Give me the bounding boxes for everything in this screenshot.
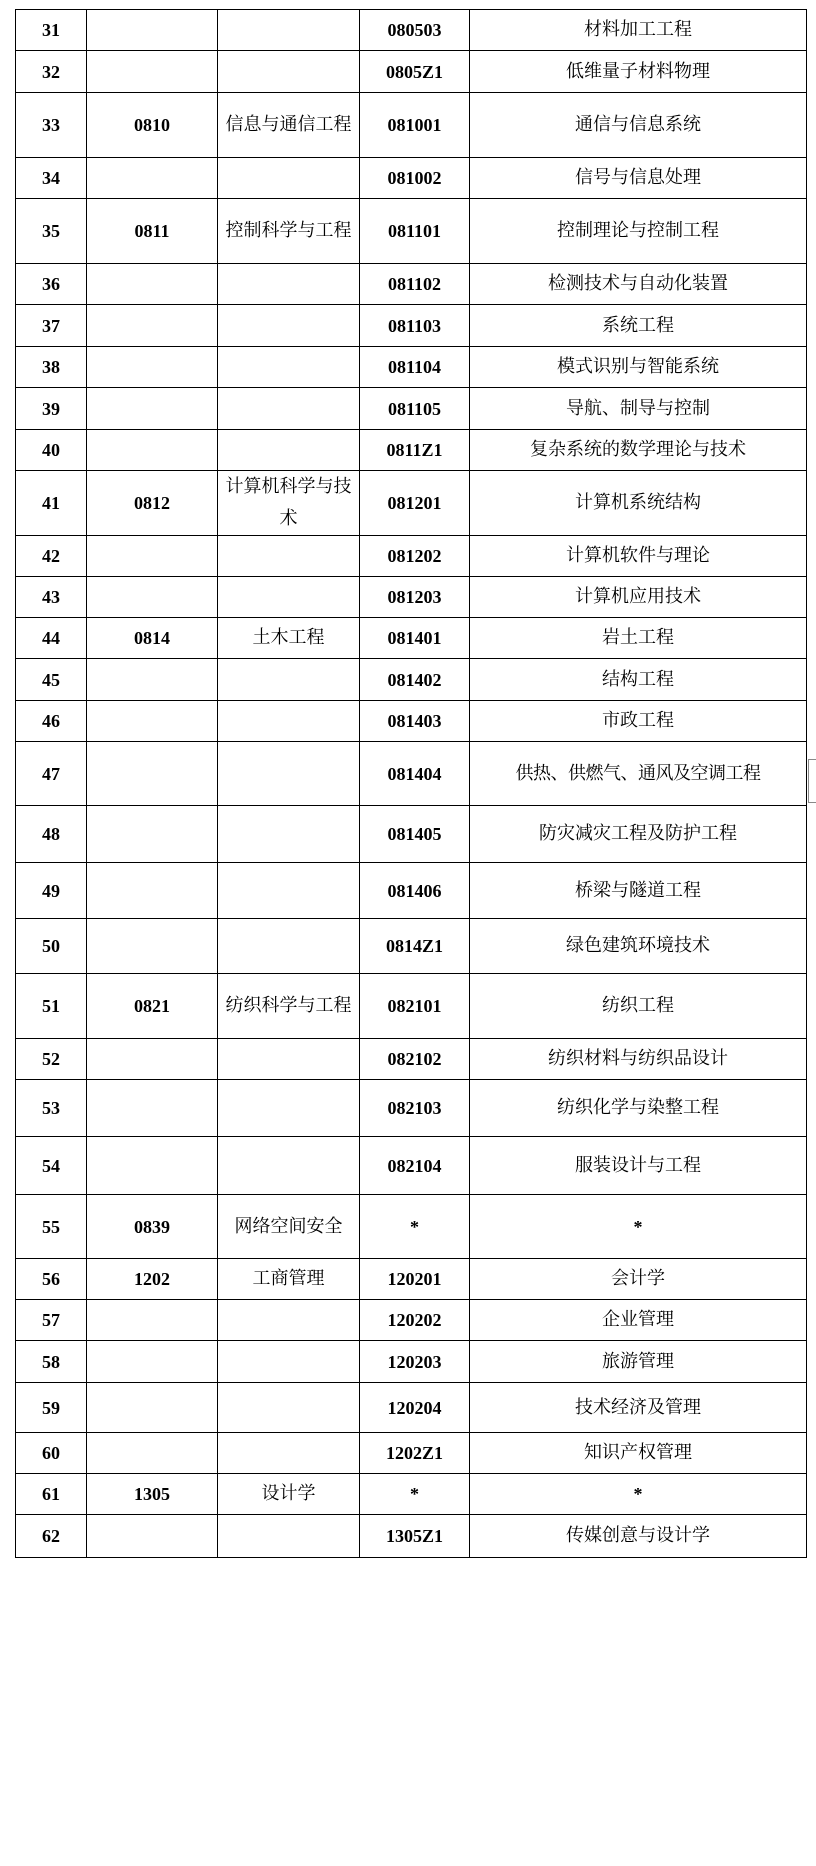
discipline-code-cell: 081102 (360, 264, 470, 305)
discipline-name-cell: 结构工程 (470, 659, 807, 701)
discipline-name-cell: 复杂系统的数学理论与技术 (470, 430, 807, 471)
first-level-name-cell (218, 577, 360, 618)
first-level-code-cell: 0839 (87, 1195, 218, 1259)
seq-cell: 44 (16, 618, 87, 659)
first-level-name-cell: 控制科学与工程 (218, 199, 360, 264)
table-row (16, 10, 807, 51)
discipline-name-cell: 服装设计与工程 (470, 1137, 807, 1195)
first-level-code-cell: 1305 (87, 1474, 218, 1515)
discipline-code-cell: 120201 (360, 1259, 470, 1300)
first-level-code-cell (87, 264, 218, 305)
table-row (16, 388, 807, 430)
discipline-code-cell: 120204 (360, 1383, 470, 1433)
discipline-code-cell: 120203 (360, 1341, 470, 1383)
table-row (16, 1300, 807, 1341)
discipline-name-cell: 计算机系统结构 (470, 471, 807, 536)
discipline-code-cell: 1202Z1 (360, 1433, 470, 1474)
discipline-name-cell: 旅游管理 (470, 1341, 807, 1383)
first-level-name-cell: 计算机科学与技术 (218, 471, 360, 536)
seq-cell: 43 (16, 577, 87, 618)
first-level-code-cell: 0810 (87, 93, 218, 158)
table-row (16, 430, 807, 471)
seq-cell: 57 (16, 1300, 87, 1341)
seq-cell: 53 (16, 1080, 87, 1137)
seq-cell: 45 (16, 659, 87, 701)
discipline-code-cell: 082101 (360, 974, 470, 1039)
first-level-name-cell: 土木工程 (218, 618, 360, 659)
discipline-name-cell: 检测技术与自动化装置 (470, 264, 807, 305)
table-row (16, 1341, 807, 1383)
discipline-code-cell: * (360, 1195, 470, 1259)
discipline-code-cell: 081104 (360, 347, 470, 388)
seq-cell: 40 (16, 430, 87, 471)
discipline-name-cell: 计算机应用技术 (470, 577, 807, 618)
first-level-code-cell (87, 1515, 218, 1558)
seq-cell: 62 (16, 1515, 87, 1558)
first-level-name-cell (218, 347, 360, 388)
first-level-name-cell (218, 1039, 360, 1080)
seq-cell: 37 (16, 305, 87, 347)
seq-cell: 61 (16, 1474, 87, 1515)
first-level-name-cell (218, 659, 360, 701)
seq-cell: 54 (16, 1137, 87, 1195)
table-row (16, 701, 807, 742)
discipline-code-cell: 081402 (360, 659, 470, 701)
discipline-name-cell: 信号与信息处理 (470, 158, 807, 199)
first-level-code-cell: 0814 (87, 618, 218, 659)
first-level-name-cell (218, 430, 360, 471)
table-row (16, 347, 807, 388)
first-level-code-cell (87, 863, 218, 919)
first-level-code-cell: 0812 (87, 471, 218, 536)
discipline-name-cell: 企业管理 (470, 1300, 807, 1341)
discipline-code-cell: 081202 (360, 536, 470, 577)
page-edge-marker (808, 759, 816, 803)
first-level-name-cell (218, 1300, 360, 1341)
first-level-name-cell: 纺织科学与工程 (218, 974, 360, 1039)
discipline-code-cell: 0814Z1 (360, 919, 470, 974)
first-level-code-cell (87, 701, 218, 742)
discipline-code-cell: 081406 (360, 863, 470, 919)
first-level-code-cell (87, 158, 218, 199)
discipline-code-cell: * (360, 1474, 470, 1515)
first-level-code-cell (87, 919, 218, 974)
seq-cell: 49 (16, 863, 87, 919)
discipline-code-cell: 081002 (360, 158, 470, 199)
first-level-name-cell (218, 742, 360, 806)
first-level-code-cell (87, 430, 218, 471)
first-level-name-cell (218, 701, 360, 742)
discipline-code-cell: 081404 (360, 742, 470, 806)
first-level-name-cell (218, 305, 360, 347)
table-row (16, 51, 807, 93)
discipline-name-cell: 防灾减灾工程及防护工程 (470, 806, 807, 863)
discipline-code-cell: 082102 (360, 1039, 470, 1080)
discipline-code-cell: 081103 (360, 305, 470, 347)
seq-cell: 42 (16, 536, 87, 577)
discipline-code-cell: 0811Z1 (360, 430, 470, 471)
first-level-name-cell: 设计学 (218, 1474, 360, 1515)
discipline-name-cell: 桥梁与隧道工程 (470, 863, 807, 919)
table-row (16, 659, 807, 701)
first-level-code-cell (87, 51, 218, 93)
first-level-code-cell (87, 742, 218, 806)
discipline-code-cell: 082104 (360, 1137, 470, 1195)
discipline-code-cell: 081201 (360, 471, 470, 536)
discipline-table (15, 9, 807, 1558)
first-level-code-cell (87, 1300, 218, 1341)
seq-cell: 38 (16, 347, 87, 388)
table-row (16, 536, 807, 577)
seq-cell: 39 (16, 388, 87, 430)
seq-cell: 36 (16, 264, 87, 305)
table-row (16, 974, 807, 1039)
first-level-code-cell (87, 1039, 218, 1080)
discipline-code-cell: 081405 (360, 806, 470, 863)
discipline-name-cell: 系统工程 (470, 305, 807, 347)
table-row (16, 742, 807, 806)
discipline-code-cell: 081001 (360, 93, 470, 158)
discipline-name-cell: 传媒创意与设计学 (470, 1515, 807, 1558)
discipline-name-cell: 岩土工程 (470, 618, 807, 659)
discipline-code-cell: 081101 (360, 199, 470, 264)
discipline-code-cell: 081403 (360, 701, 470, 742)
table-row (16, 199, 807, 264)
table-row (16, 863, 807, 919)
seq-cell: 51 (16, 974, 87, 1039)
seq-cell: 46 (16, 701, 87, 742)
seq-cell: 60 (16, 1433, 87, 1474)
discipline-name-cell: 计算机软件与理论 (470, 536, 807, 577)
discipline-name-cell: 供热、供燃气、通风及空调工程 (470, 742, 807, 806)
table-row (16, 305, 807, 347)
discipline-name-cell: 市政工程 (470, 701, 807, 742)
first-level-code-cell (87, 536, 218, 577)
first-level-code-cell (87, 347, 218, 388)
table-row (16, 1515, 807, 1558)
first-level-code-cell (87, 806, 218, 863)
table-row (16, 806, 807, 863)
table-row (16, 919, 807, 974)
first-level-name-cell (218, 1080, 360, 1137)
discipline-code-cell: 1305Z1 (360, 1515, 470, 1558)
first-level-code-cell (87, 388, 218, 430)
table-row (16, 1137, 807, 1195)
discipline-name-cell: 纺织材料与纺织品设计 (470, 1039, 807, 1080)
discipline-code-cell: 082103 (360, 1080, 470, 1137)
seq-cell: 55 (16, 1195, 87, 1259)
first-level-name-cell: 工商管理 (218, 1259, 360, 1300)
first-level-code-cell: 0821 (87, 974, 218, 1039)
first-level-name-cell (218, 1341, 360, 1383)
discipline-name-cell: 通信与信息系统 (470, 93, 807, 158)
first-level-code-cell (87, 659, 218, 701)
seq-cell: 34 (16, 158, 87, 199)
table-row (16, 158, 807, 199)
discipline-name-cell: 纺织工程 (470, 974, 807, 1039)
seq-cell: 35 (16, 199, 87, 264)
discipline-name-cell: * (470, 1474, 807, 1515)
first-level-code-cell (87, 1341, 218, 1383)
table-row (16, 264, 807, 305)
table-row (16, 471, 807, 536)
discipline-name-cell: 技术经济及管理 (470, 1383, 807, 1433)
first-level-name-cell (218, 806, 360, 863)
first-level-code-cell (87, 577, 218, 618)
first-level-name-cell (218, 158, 360, 199)
table-row (16, 1474, 807, 1515)
discipline-name-cell: 控制理论与控制工程 (470, 199, 807, 264)
first-level-name-cell (218, 1433, 360, 1474)
discipline-name-cell: * (470, 1195, 807, 1259)
first-level-code-cell (87, 305, 218, 347)
first-level-name-cell: 网络空间安全 (218, 1195, 360, 1259)
first-level-code-cell (87, 10, 218, 51)
first-level-name-cell (218, 264, 360, 305)
seq-cell: 32 (16, 51, 87, 93)
discipline-name-cell: 会计学 (470, 1259, 807, 1300)
seq-cell: 50 (16, 919, 87, 974)
seq-cell: 56 (16, 1259, 87, 1300)
discipline-name-cell: 低维量子材料物理 (470, 51, 807, 93)
table-row (16, 1039, 807, 1080)
first-level-name-cell (218, 51, 360, 93)
seq-cell: 59 (16, 1383, 87, 1433)
discipline-code-cell: 120202 (360, 1300, 470, 1341)
table-row (16, 1080, 807, 1137)
first-level-name-cell (218, 10, 360, 51)
first-level-code-cell: 0811 (87, 199, 218, 264)
seq-cell: 48 (16, 806, 87, 863)
discipline-name-cell: 知识产权管理 (470, 1433, 807, 1474)
first-level-name-cell (218, 388, 360, 430)
first-level-name-cell (218, 919, 360, 974)
table-row (16, 1259, 807, 1300)
first-level-name-cell (218, 1515, 360, 1558)
first-level-name-cell (218, 536, 360, 577)
discipline-code-cell: 081203 (360, 577, 470, 618)
table-row (16, 1195, 807, 1259)
seq-cell: 52 (16, 1039, 87, 1080)
table-row (16, 618, 807, 659)
seq-cell: 41 (16, 471, 87, 536)
table-row (16, 1433, 807, 1474)
discipline-code-cell: 0805Z1 (360, 51, 470, 93)
discipline-name-cell: 纺织化学与染整工程 (470, 1080, 807, 1137)
discipline-code-cell: 081105 (360, 388, 470, 430)
first-level-code-cell (87, 1080, 218, 1137)
first-level-name-cell (218, 863, 360, 919)
table-row (16, 1383, 807, 1433)
discipline-name-cell: 绿色建筑环境技术 (470, 919, 807, 974)
discipline-code-cell: 080503 (360, 10, 470, 51)
first-level-code-cell (87, 1433, 218, 1474)
first-level-name-cell (218, 1383, 360, 1433)
discipline-name-cell: 导航、制导与控制 (470, 388, 807, 430)
first-level-name-cell: 信息与通信工程 (218, 93, 360, 158)
first-level-code-cell (87, 1383, 218, 1433)
seq-cell: 33 (16, 93, 87, 158)
first-level-name-cell (218, 1137, 360, 1195)
discipline-name-cell: 材料加工工程 (470, 10, 807, 51)
table-row (16, 577, 807, 618)
seq-cell: 58 (16, 1341, 87, 1383)
seq-cell: 31 (16, 10, 87, 51)
first-level-code-cell (87, 1137, 218, 1195)
first-level-code-cell: 1202 (87, 1259, 218, 1300)
discipline-code-cell: 081401 (360, 618, 470, 659)
table-row (16, 93, 807, 158)
seq-cell: 47 (16, 742, 87, 806)
discipline-name-cell: 模式识别与智能系统 (470, 347, 807, 388)
